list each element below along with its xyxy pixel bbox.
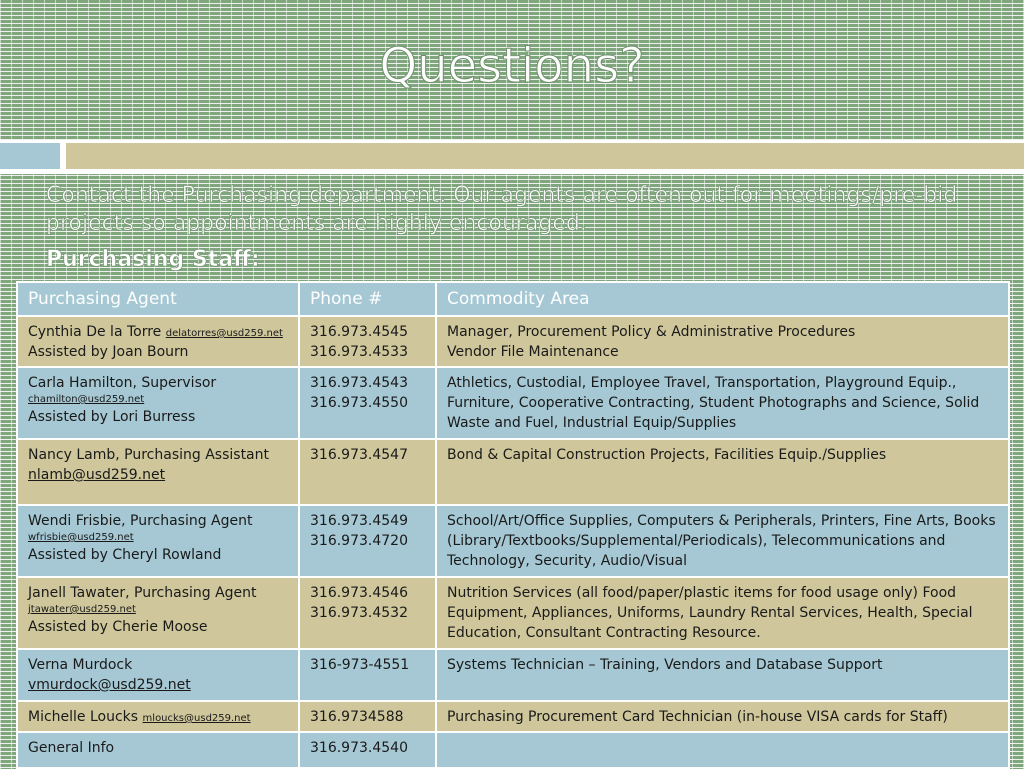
table-row	[17, 367, 1009, 439]
phone-cell	[299, 316, 436, 367]
phone-number: 316.973.4532	[310, 605, 408, 621]
table-header-row	[17, 282, 1009, 316]
agent-email-link[interactable]: mloucks@usd259.net	[142, 713, 251, 724]
header-commodity-area: Commodity Area	[436, 282, 1009, 316]
commodity-cell	[436, 316, 1009, 367]
phone-cell	[299, 505, 436, 577]
agent-email-link[interactable]: jtawater@usd259.net	[28, 604, 136, 615]
staff-heading: Purchasing Staff:	[46, 247, 260, 272]
agent-cell	[17, 505, 299, 577]
phone-number: 316.973.4546	[310, 585, 408, 601]
assistant-name: Assisted by Lori Burress	[28, 409, 196, 425]
agent-email-link[interactable]: wfrisbie@usd259.net	[28, 532, 134, 543]
assistant-name: Assisted by Cheryl Rowland	[28, 547, 222, 563]
phone-cell	[299, 577, 436, 649]
slide-title: Questions?	[379, 38, 645, 94]
agent-name: Janell Tawater, Purchasing Agent	[28, 585, 257, 601]
phone-number: 316.973.4545	[310, 324, 408, 340]
agent-cell	[17, 732, 299, 768]
divider-accent-blue	[0, 143, 60, 169]
commodity-text: Manager, Procurement Policy & Administrative Procedures	[447, 324, 856, 340]
agent-cell	[17, 577, 299, 649]
agent-cell	[17, 367, 299, 439]
phone-number: 316.973.4540	[310, 740, 408, 756]
phone-cell	[299, 649, 436, 701]
table-row	[17, 732, 1009, 768]
phone-cell	[299, 732, 436, 768]
header-purchasing-agent: Purchasing Agent	[17, 282, 299, 316]
table-row	[17, 316, 1009, 367]
agent-cell	[17, 701, 299, 732]
phone-cell	[299, 367, 436, 439]
agent-email-link[interactable]: vmurdock@usd259.net	[28, 677, 191, 693]
phone-number: 316.973.4720	[310, 533, 408, 549]
phone-number: 316.973.4543	[310, 375, 408, 391]
agent-name: Michelle Loucks	[28, 709, 139, 725]
agent-email-link[interactable]: delatorres@usd259.net	[165, 328, 283, 339]
agent-name: Nancy Lamb, Purchasing Assistant	[28, 447, 270, 463]
agent-name: Cynthia De la Torre	[28, 324, 162, 340]
phone-number: 316.973.4533	[310, 344, 408, 360]
agent-email-link[interactable]: chamilton@usd259.net	[28, 394, 145, 405]
header-phone: Phone #	[299, 282, 436, 316]
table-row	[17, 701, 1009, 732]
commodity-cell: Bond & Capital Construction Projects, Facilities Equip./Supplies	[436, 439, 1009, 505]
commodity-cell: Systems Technician – Training, Vendors and Database Support	[436, 649, 1009, 701]
staff-table	[16, 281, 1010, 769]
table-row	[17, 649, 1009, 701]
assistant-name: Assisted by Cherie Moose	[28, 619, 208, 635]
phone-number: 316.973.4547	[310, 447, 408, 463]
phone-cell	[299, 439, 436, 505]
phone-number: 316.973.4550	[310, 395, 408, 411]
phone-number: 316.9734588	[310, 709, 404, 725]
phone-cell	[299, 701, 436, 732]
agent-cell	[17, 316, 299, 367]
table-row	[17, 439, 1009, 505]
agent-name: Wendi Frisbie, Purchasing Agent	[28, 513, 253, 529]
commodity-cell: School/Art/Office Supplies, Computers & Peripherals, Printers, Fine Arts, Books (Library/Textbooks/Supplemental/Periodicals), Telecommunications and Technology, Security, Audio/Visual	[436, 505, 1009, 577]
commodity-cell: Nutrition Services (all food/paper/plastic items for food usage only) Food Equipment, Appliances, Uniforms, Laundry Rental Services, Health, Special Education, Consultant Contracting Resource.	[436, 577, 1009, 649]
phone-number: 316.973.4549	[310, 513, 408, 529]
table-row	[17, 577, 1009, 649]
commodity-cell: Athletics, Custodial, Employee Travel, Transportation, Playground Equip., Furniture, Cooperative Contracting, Student Photographs and Science, Solid Waste and Fuel, Industrial Equip/Supplies	[436, 367, 1009, 439]
agent-email-link[interactable]: nlamb@usd259.net	[28, 467, 166, 483]
divider-accent-tan	[66, 143, 1024, 169]
commodity-text: Vendor File Maintenance	[447, 344, 619, 360]
commodity-cell: Purchasing Procurement Card Technician (in-house VISA cards for Staff)	[436, 701, 1009, 732]
agent-name: Carla Hamilton, Supervisor	[28, 375, 217, 391]
agent-name: Verna Murdock	[28, 657, 133, 673]
agent-cell	[17, 649, 299, 701]
intro-text: Contact the Purchasing department. Our agents are often out for meetings/pre-bid projects so appointments are highly encouraged.	[46, 183, 958, 236]
table-row	[17, 505, 1009, 577]
commodity-cell	[436, 732, 1009, 768]
agent-name: General Info	[28, 740, 115, 756]
agent-cell	[17, 439, 299, 505]
phone-number: 316-973-4551	[310, 657, 410, 673]
assistant-name: Assisted by Joan Bourn	[28, 344, 189, 360]
